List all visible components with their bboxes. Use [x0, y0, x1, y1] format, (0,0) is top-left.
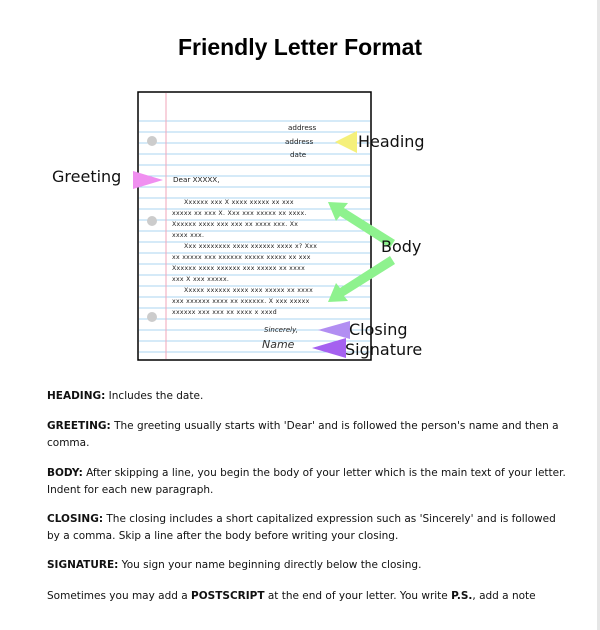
heading-description [47, 388, 567, 405]
body-line: Xxxxxx xxx X xxxx xxxxx xx xxx [184, 199, 294, 206]
letter-greeting-text: Dear XXXXX, [173, 175, 220, 184]
definition: The greeting usually starts with 'Dear' and is followed the person's name and then a comma. [47, 420, 559, 449]
heading-line-address-2: address [285, 137, 314, 146]
definition: Includes the date. [105, 390, 204, 402]
term: BODY: [47, 467, 83, 479]
letter-signature-text: Name [262, 338, 295, 351]
term: CLOSING: [47, 513, 104, 525]
body-line: xx xxxxx xxx xxxxxx xxxxx xxxxx xx xxx [172, 254, 311, 261]
closing-label: Closing [349, 320, 408, 339]
greeting-label: Greeting [52, 167, 122, 186]
letter-closing-text: Sincerely, [264, 326, 298, 334]
body-line: Xxxxx xxxxxx xxxx xxx xxxxx xx xxxx [184, 287, 314, 294]
postscript-abbr: P.S. [451, 590, 473, 602]
postscript-text-start: Sometimes you may add a [47, 590, 192, 602]
binder-hole-top [147, 136, 157, 146]
postscript-text-middle: at the end of your letter. You write [264, 590, 452, 602]
body-label: Body [381, 237, 422, 256]
signature-label: Signature [345, 340, 423, 359]
definition: The closing includes a short capitalized expression such as 'Sincerely' and is followed by a comma. Skip a line after the body before writing your closing. [47, 513, 556, 542]
body-line: xxxx xxx. [172, 232, 205, 239]
body-description [47, 465, 567, 499]
signature-description [47, 557, 567, 574]
body-line: xxx X xxx xxxxx. [172, 276, 230, 283]
binder-hole-middle [147, 216, 157, 226]
heading-line-address-1: address [288, 123, 317, 132]
term: HEADING: [47, 390, 106, 402]
page-title: Friendly Letter Format [177, 34, 423, 60]
body-line: xxxxx xx xxx X. Xxx xxx xxxxx xx xxxx. [172, 210, 307, 217]
body-line: xxxxxx xxx xxx xx xxxx x xxxd [172, 309, 277, 316]
binder-hole-bottom [147, 312, 157, 322]
body-line: Xxx xxxxxxxx xxxx xxxxxx xxxx x? Xxx [184, 243, 318, 250]
heading-line-date: date [290, 150, 307, 159]
body-line: Xxxxxx xxxx xxxxxx xxx xxxxx xx xxxx [172, 265, 306, 272]
postscript-term: POSTSCRIPT [191, 590, 265, 602]
heading-label: Heading [358, 132, 425, 151]
definition: After skipping a line, you begin the body of your letter which is the main text of your letter. Indent for each new paragraph. [47, 467, 566, 496]
definition: You sign your name beginning directly below the closing. [118, 559, 422, 571]
postscript-text-end: , add a note [472, 590, 536, 602]
term: GREETING: [47, 420, 111, 432]
body-line: xxx xxxxxx xxxx xx xxxxxx. X xxx xxxxx [172, 298, 310, 305]
closing-description [47, 511, 567, 545]
greeting-description [47, 418, 567, 452]
postscript-description [47, 588, 567, 605]
term: SIGNATURE: [47, 559, 119, 571]
body-line: Xxxxxx xxxx xxx xxx xx xxxx xxx. Xx [172, 221, 299, 228]
